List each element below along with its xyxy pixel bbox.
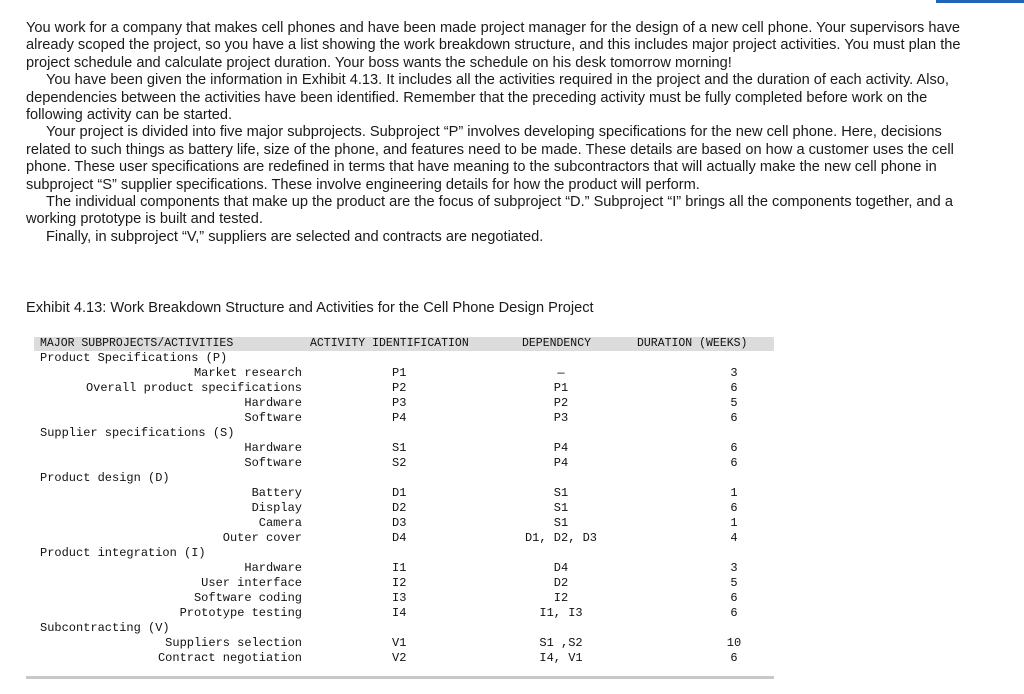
activity-duration: 6 <box>730 606 738 620</box>
activity-id: I3 <box>392 591 407 605</box>
activity-dependency: D4 <box>553 561 569 575</box>
activity-duration: 6 <box>730 591 738 605</box>
group-row <box>34 621 774 636</box>
table-row <box>34 636 774 651</box>
group-title: Subcontracting (V) <box>40 621 170 635</box>
activity-id: I2 <box>392 576 407 590</box>
activity-duration: 6 <box>730 381 738 395</box>
activity-dependency: I4, V1 <box>539 651 583 665</box>
table-row <box>34 606 774 621</box>
activity-id: D4 <box>392 531 407 545</box>
wbs-table <box>34 337 774 666</box>
activity-dependency: P1 <box>553 381 569 395</box>
activity-dependency: S1 <box>553 516 569 530</box>
paragraph-5: Finally, in subproject “V,” suppliers are selected and contracts are negotiated. <box>46 228 544 245</box>
activity-id: I4 <box>392 606 407 620</box>
table-bottom-border <box>26 676 774 679</box>
table-body <box>34 351 774 666</box>
activity-id: P1 <box>392 366 407 380</box>
activity-duration: 1 <box>730 486 738 500</box>
activity-duration: 10 <box>726 636 742 650</box>
activity-name: Software <box>244 411 302 425</box>
activity-name: Display <box>251 501 302 515</box>
activity-name: Outer cover <box>222 531 302 545</box>
activity-dependency: S1 <box>553 501 569 515</box>
activity-duration: 5 <box>730 576 738 590</box>
table-row <box>34 366 774 381</box>
activity-id: V2 <box>392 651 407 665</box>
problem-text <box>26 20 986 246</box>
table-row <box>34 456 774 471</box>
activity-name: Hardware <box>244 441 302 455</box>
paragraph-3: Your project is divided into five major subprojects. Subproject “P” involves developing specifications for the new cell phone. Here, decisions related to such things as battery life, size of the phone, and features need to be made. These details are based on how a customer uses the cell phone. These user specifications are redefined in terms that have meaning to the subcontractors that will actually make the new cell phone in subproject “S” supplier specifications. These involve engineering details for how the product will perform. <box>26 124 954 193</box>
header-duration: DURATION (WEEKS) <box>637 337 748 350</box>
activity-name: Software <box>244 456 302 470</box>
activity-id: S1 <box>392 441 407 455</box>
activity-name: Hardware <box>244 561 302 575</box>
table-row <box>34 396 774 411</box>
header-dependency: DEPENDENCY <box>522 337 592 350</box>
paragraph-4: The individual components that make up the product are the focus of subproject “D.” Subproject “I” brings all the components together, and a working prototype is built and tested. <box>26 194 953 228</box>
group-title: Supplier specifications (S) <box>40 426 235 440</box>
activity-duration: 5 <box>730 396 738 410</box>
activity-id: P3 <box>392 396 407 410</box>
activity-dependency: P3 <box>553 411 569 425</box>
activity-id: V1 <box>392 636 407 650</box>
activity-name: Hardware <box>244 396 302 410</box>
table-row <box>34 501 774 516</box>
activity-name: Software coding <box>193 591 302 605</box>
activity-duration: 4 <box>730 531 738 545</box>
table-row <box>34 516 774 531</box>
activity-id: D1 <box>392 486 407 500</box>
activity-id: I1 <box>392 561 407 575</box>
activity-dependency: D2 <box>553 576 569 590</box>
activity-dependency: S1 ,S2 <box>539 636 583 650</box>
activity-name: Market research <box>193 366 302 380</box>
group-row <box>34 546 774 561</box>
exhibit-title: Exhibit 4.13: Work Breakdown Structure and Activities for the Cell Phone Design Project <box>26 300 594 316</box>
table-row <box>34 411 774 426</box>
activity-duration: 6 <box>730 456 738 470</box>
group-row <box>34 471 774 486</box>
activity-duration: 3 <box>730 366 738 380</box>
activity-name: Overall product specifications <box>85 381 302 395</box>
group-title: Product integration (I) <box>40 546 206 560</box>
header-activities: MAJOR SUBPROJECTS/ACTIVITIES <box>40 337 234 350</box>
activity-name: Camera <box>258 516 302 530</box>
activity-duration: 6 <box>730 411 738 425</box>
group-row <box>34 351 774 366</box>
activity-duration: 3 <box>730 561 738 575</box>
activity-name: User interface <box>201 576 302 590</box>
activity-id: D3 <box>392 516 407 530</box>
activity-id: D2 <box>392 501 407 515</box>
activity-duration: 6 <box>730 501 738 515</box>
activity-id: P4 <box>392 411 407 425</box>
paragraph-1: You work for a company that makes cell phones and have been made project manager for the design of a new cell phone. Your supervisors have already scoped the project, so you have a list showing the work breakdown structure, and this includes major project activities. You must plan the project schedule and calculate project duration. Your boss wants the schedule on his desk tomorrow morning! <box>26 20 961 71</box>
top-accent-bar <box>936 0 1024 3</box>
activity-dependency: I1, I3 <box>539 606 583 620</box>
group-title: Product design (D) <box>40 471 170 485</box>
activity-id: P2 <box>392 381 407 395</box>
activity-dependency: P4 <box>553 441 569 455</box>
table-header <box>34 337 774 351</box>
activity-name: Contract negotiation <box>157 651 302 665</box>
activity-id: S2 <box>392 456 407 470</box>
activity-duration: 6 <box>730 651 738 665</box>
group-row <box>34 426 774 441</box>
activity-name: Battery <box>251 486 302 500</box>
table-row <box>34 591 774 606</box>
activity-name: Suppliers selection <box>165 636 302 650</box>
activity-dependency: P2 <box>553 396 569 410</box>
activity-duration: 6 <box>730 441 738 455</box>
activity-dependency: D1, D2, D3 <box>524 531 597 545</box>
group-title: Product Specifications (P) <box>40 351 228 365</box>
table-row <box>34 561 774 576</box>
activity-dependency: S1 <box>553 486 569 500</box>
activity-duration: 1 <box>730 516 738 530</box>
activity-dependency: P4 <box>553 456 569 470</box>
activity-name: Prototype testing <box>179 606 302 620</box>
activity-dependency: I2 <box>553 591 569 605</box>
table-row <box>34 441 774 456</box>
paragraph-2: You have been given the information in Exhibit 4.13. It includes all the activities required in the project and the duration of each activity. Also, dependencies between the activities have been identified. Remember that the preceding activity must be fully completed before work on the following activity can be started. <box>26 72 949 124</box>
activity-dependency: — <box>557 366 565 380</box>
table-row <box>34 651 774 666</box>
table-row <box>34 381 774 396</box>
table-row <box>34 486 774 501</box>
table-row <box>34 576 774 591</box>
header-identification: ACTIVITY IDENTIFICATION <box>310 337 469 350</box>
table-row <box>34 531 774 546</box>
